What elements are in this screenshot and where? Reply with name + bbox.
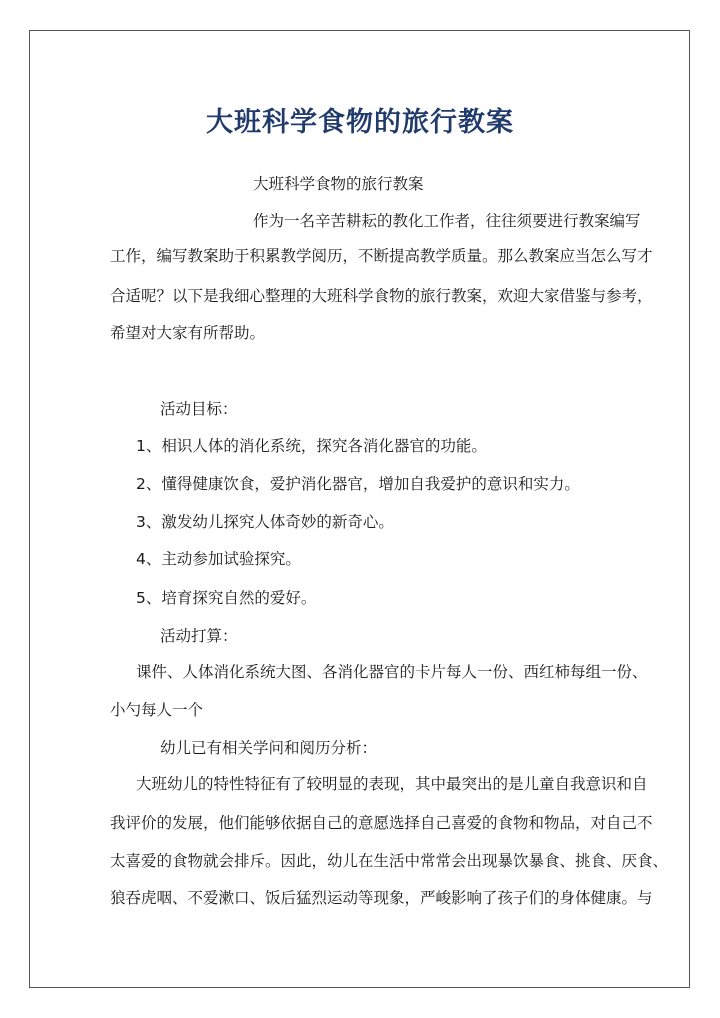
prep-line-2: 小勺每人一个 xyxy=(110,701,204,719)
intro-line-1: 作为一名辛苦耕耘的教化工作者，往往须要进行教案编写 xyxy=(253,212,641,230)
goal-item: 2、懂得健康饮食，爱护消化器官，增加自我爱护的意识和实力。 xyxy=(136,475,580,493)
goals-heading: 活动目标： xyxy=(160,400,238,418)
goal-item: 1、相识人体的消化系统，探究各消化器官的功能。 xyxy=(136,437,487,455)
document-subtitle: 大班科学食物的旅行教案 xyxy=(253,175,424,193)
goal-item: 3、激发幼儿探究人体奇妙的新奇心。 xyxy=(136,513,394,531)
document-title: 大班科学食物的旅行教案 xyxy=(206,107,514,138)
intro-line-4: 希望对大家有所帮助。 xyxy=(110,324,266,342)
analysis-heading: 幼儿已有相关学问和阅历分析： xyxy=(160,739,378,757)
goal-item: 4、主动参加试验探究。 xyxy=(136,550,301,568)
analysis-line-3: 太喜爱的食物就会排斥。因此，幼儿在生活中常常会出现暴饮暴食、挑食、厌食、 xyxy=(110,852,669,870)
goal-item: 5、培育探究自然的爱好。 xyxy=(136,589,317,607)
analysis-line-2: 我评价的发展，他们能够依据自己的意愿选择自己喜爱的食物和物品，对自己不 xyxy=(110,814,653,832)
analysis-line-1: 大班幼儿的特性特征有了较明显的表现，其中最突出的是儿童自我意识和自 xyxy=(136,775,648,793)
analysis-line-4: 狼吞虎咽、不爱漱口、饭后猛烈运动等现象，严峻影响了孩子们的身体健康。与 xyxy=(110,889,653,907)
intro-line-3: 合适呢？以下是我细心整理的大班科学食物的旅行教案，欢迎大家借鉴与参考， xyxy=(110,287,653,305)
prep-heading: 活动打算： xyxy=(160,627,238,645)
prep-line-1: 课件、人体消化系统大图、各消化器官的卡片每人一份、西红柿每组一份、 xyxy=(136,663,648,681)
intro-line-2: 工作，编写教案助于积累教学阅历，不断提高教学质量。那么教案应当怎么写才 xyxy=(110,247,653,265)
